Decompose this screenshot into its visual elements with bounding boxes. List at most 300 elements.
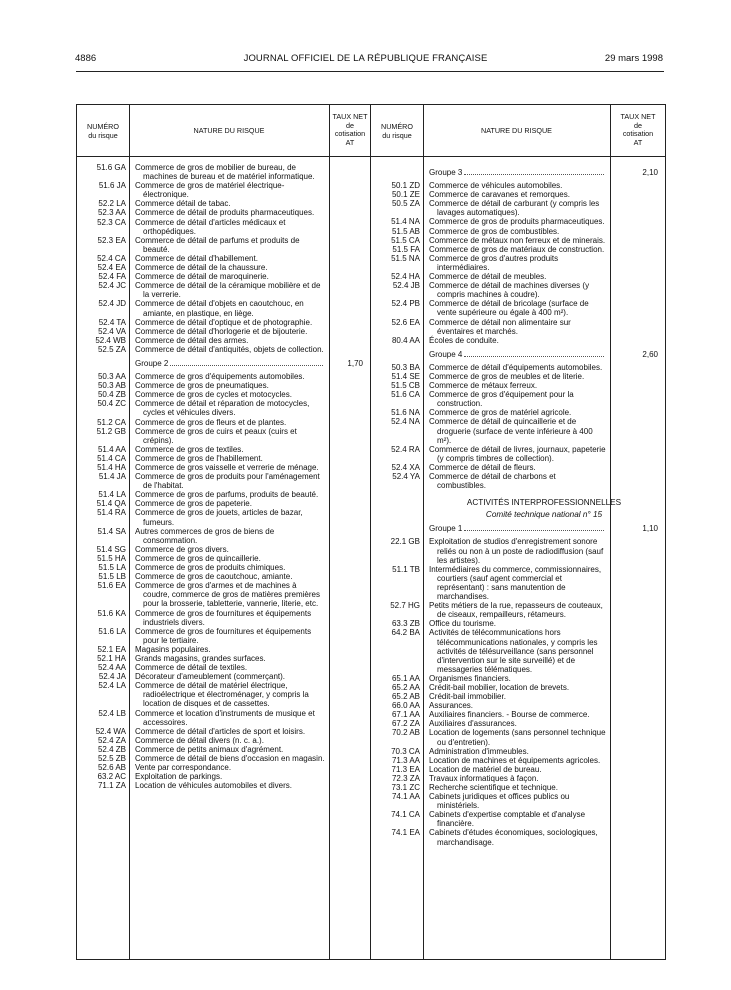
cotisation-rate [329, 545, 371, 554]
risk-description: Commerce de gros de parfums, produits de beauté. [135, 490, 319, 500]
left-rows [77, 163, 370, 790]
risk-code: 51.4 CA [97, 453, 126, 463]
table-row [77, 554, 370, 563]
dot-leader [464, 524, 604, 531]
table-row [77, 181, 370, 199]
table-row [371, 692, 665, 701]
risk-description: Cabinets d'études économiques, sociologiques, marchandisage. [429, 828, 598, 847]
risk-code: 52.4 NA [391, 417, 420, 427]
risk-description: Commerce de détail de quincaillerie et de droguerie (surface de vente inférieure à 400 m²). [429, 417, 593, 445]
risk-description: Commerce de détail des armes. [135, 335, 249, 345]
risk-code: 52.4 WA [95, 726, 126, 736]
risk-code: 52.3 EA [97, 235, 126, 245]
risk-code: 51.6 LA [98, 626, 126, 636]
table-row [77, 781, 370, 790]
risk-code: 52.4 RA [391, 444, 420, 454]
table-row [77, 254, 370, 263]
journal-title: JOURNAL OFFICIEL DE LA RÉPUBLIQUE FRANÇAISE [243, 53, 488, 64]
cotisation-rate [610, 227, 666, 236]
table-row [371, 756, 665, 765]
cotisation-rate [329, 745, 371, 754]
table-row [77, 709, 370, 727]
cotisation-rate [329, 672, 371, 681]
table-row [371, 408, 665, 417]
table-row [77, 727, 370, 736]
cotisation-rate [610, 719, 666, 728]
risk-code: 51.6 KA [97, 608, 126, 618]
risk-code: 51.4 NA [391, 217, 420, 227]
risk-description: Location de véhicules automobiles et divers. [135, 781, 292, 791]
risk-description: Commerce de détail de meubles. [429, 272, 547, 282]
table-row [77, 445, 370, 454]
table-row [77, 272, 370, 281]
risk-code: 74.1 EA [391, 828, 420, 838]
cotisation-rate [329, 772, 371, 781]
risk-description: Commerce de gros de papeterie. [135, 499, 252, 509]
risk-code: 63.3 ZB [391, 619, 420, 629]
cotisation-rate [329, 218, 371, 236]
table-row [371, 728, 665, 746]
table-row [77, 490, 370, 499]
cotisation-rate [610, 765, 666, 774]
cotisation-rate [610, 381, 666, 390]
group-label: Groupe 2 [135, 358, 169, 368]
risk-code: 52.5 ZA [97, 344, 126, 354]
risk-code: 50.3 AA [97, 372, 126, 382]
risk-description: Vente par correspondance. [135, 763, 232, 773]
risk-code: 71.3 EA [391, 764, 420, 774]
numero-subheader: du risque [382, 130, 412, 140]
risk-code: 73.1 ZC [391, 783, 420, 792]
risk-description: Décorateur d'ameublement (commerçant). [135, 672, 286, 682]
cotisation-rate [610, 181, 666, 190]
table-row [77, 736, 370, 745]
risk-code: 71.3 AA [391, 755, 420, 765]
risk-description: Commerce de gros d'équipements automobiles. [135, 372, 305, 382]
cotisation-rate [329, 709, 371, 727]
table-row [371, 810, 665, 828]
table-row [371, 710, 665, 719]
table-row [371, 783, 665, 792]
cotisation-rate [610, 272, 666, 281]
risk-description: Commerce de gros de fournitures et équipements industriels divers. [135, 608, 312, 627]
cotisation-rate [610, 318, 666, 336]
risk-code: 51.4 JA [98, 472, 126, 482]
cotisation-rate [329, 781, 371, 790]
cotisation-rate [610, 783, 666, 792]
risk-description: Commerce de détail divers (n. c. a.). [135, 735, 264, 745]
group-label: Groupe 4 [429, 349, 463, 359]
risk-code: 67.2 ZA [391, 719, 420, 729]
table-row [371, 227, 665, 236]
risk-code: 51.5 CB [391, 381, 420, 391]
risk-code: 52.1 HA [97, 653, 126, 663]
table-row [371, 537, 665, 564]
risk-code: 50.1 ZE [391, 190, 420, 200]
risk-code: 50.4 ZB [97, 390, 126, 400]
risk-code: 52.4 JB [392, 281, 420, 291]
risk-code: 51.4 QA [96, 499, 126, 509]
risk-description: Commerce de gros de produits pour l'aménagement de l'habitat. [135, 472, 320, 491]
risk-code: 52.3 CA [97, 217, 126, 227]
table-row [77, 236, 370, 254]
table-row [371, 254, 665, 272]
table-row [77, 381, 370, 390]
risk-code: 52.4 AA [97, 663, 126, 673]
risk-description: Exploitation de studios d'enregistrement sonore reliés ou non à un poste de radiodiffusion (sauf les artistes). [429, 537, 604, 565]
cotisation-rate [610, 537, 666, 564]
risk-description: Commerce de petits animaux d'agrément. [135, 744, 284, 754]
risk-description: Commerce de gros de mobilier de bureau, de machines de bureau et de matériel informatique. [135, 163, 315, 182]
cotisation-rate [610, 701, 666, 710]
table-row [371, 719, 665, 728]
risk-description: Commerce de détail de bricolage (surface de vente supérieure ou égale à 400 m²). [429, 299, 589, 318]
cotisation-rate [329, 508, 371, 526]
table-row [371, 381, 665, 390]
risk-description: Auxiliaires d'assurances. [429, 719, 517, 729]
risk-code: 52.4 TA [98, 317, 126, 327]
table-header [77, 105, 370, 157]
risk-description: Commerce de gros de produits pharmaceutiques. [429, 217, 605, 227]
risk-description: Commerce de détail non alimentaire sur éventaires et marchés. [429, 317, 571, 336]
cotisation-rate [329, 208, 371, 217]
table-row [77, 763, 370, 772]
risk-code: 67.1 AA [391, 710, 420, 720]
risk-code: 70.2 AB [391, 728, 420, 738]
risk-code: 63.2 AC [97, 772, 126, 782]
risk-code: 50.4 ZC [97, 399, 126, 409]
table-row [77, 399, 370, 417]
section-subtitle [371, 510, 665, 519]
table-row [77, 463, 370, 472]
table-row [77, 545, 370, 554]
risk-code: 52.4 LB [98, 708, 126, 718]
cotisation-rate [610, 619, 666, 628]
table-row [371, 463, 665, 472]
risk-description: Location de logements (sans personnel technique ou d'entretien). [429, 728, 606, 747]
table-row [371, 601, 665, 619]
risk-code: 52.5 ZB [97, 754, 126, 763]
numero-subheader: du risque [88, 130, 118, 140]
cotisation-rate [329, 627, 371, 645]
table-row [77, 563, 370, 572]
risk-code [77, 359, 129, 368]
risk-code: 52.3 AA [97, 208, 126, 218]
risk-description: Commerce de détail de produits pharmaceutiques. [135, 208, 315, 218]
cotisation-rate [329, 472, 371, 490]
cotisation-rate [329, 663, 371, 672]
risk-description: Commerce de détail de parfums et produits de beauté. [135, 235, 300, 254]
table-row [77, 336, 370, 345]
section-subtitle-text: Comité technique national n° 15 [485, 510, 603, 520]
risk-description: Commerce de détail de biens d'occasion en magasin. [135, 754, 325, 763]
table-row [371, 565, 665, 601]
risk-description: Écoles de conduite. [429, 335, 499, 345]
table-row [77, 345, 370, 354]
risk-code: 51.6 NA [391, 408, 420, 418]
table-row [77, 645, 370, 654]
risk-code: 51.2 CA [97, 417, 126, 427]
risk-description: Commerce de détail de machines diverses (y compris machines à coudre). [429, 281, 590, 300]
risk-code: 51.1 TB [392, 564, 420, 574]
taux-subheader: de [346, 120, 354, 130]
cotisation-rate [610, 217, 666, 226]
risk-code: 52.4 PB [391, 299, 420, 309]
table-row [77, 199, 370, 208]
table-row [371, 272, 665, 281]
cotisation-rate [610, 190, 666, 199]
taux-subheader: AT [345, 137, 355, 147]
cotisation-rate [610, 674, 666, 683]
cotisation-rate [329, 281, 371, 299]
risk-description: Commerce de gros de meubles et de literie. [429, 371, 585, 381]
risk-description: Commerce de gros de textiles. [135, 444, 244, 454]
table-row [77, 627, 370, 645]
risk-code: 52.4 CA [97, 253, 126, 263]
cotisation-rate [329, 754, 371, 763]
risk-description: Commerce de métaux ferreux. [429, 381, 538, 391]
risk-code [371, 350, 423, 359]
table-row [77, 208, 370, 217]
cotisation-rate [329, 199, 371, 208]
cotisation-rate [329, 254, 371, 263]
risk-description: Commerce de gros de caoutchouc, amiante. [135, 572, 293, 582]
risk-description: Commerce de gros de fournitures et équipements pour le tertiaire. [135, 626, 312, 645]
risk-code: 65.2 AA [391, 682, 420, 692]
risk-code: 50.3 BA [391, 362, 420, 372]
risk-description: Crédit-bail mobilier, location de brevets. [429, 682, 570, 692]
section-title-text: ACTIVITÉS INTERPROFESSIONNELLES [466, 498, 622, 508]
table-row [371, 281, 665, 299]
group-label: Groupe 1 [429, 524, 463, 534]
risk-code: 51.6 CA [391, 390, 420, 400]
cotisation-rate [329, 445, 371, 454]
risk-code: 52.2 LA [98, 199, 126, 209]
table-row [77, 672, 370, 681]
cotisation-rate [329, 527, 371, 545]
cotisation-rate [610, 810, 666, 828]
risk-code: 50.5 ZA [391, 199, 420, 209]
left-table [76, 104, 371, 960]
risk-code: 50.3 AB [97, 381, 126, 391]
taux-subheader: AT [633, 137, 643, 147]
cotisation-rate [329, 181, 371, 199]
cotisation-rate [329, 418, 371, 427]
right-rows [371, 163, 665, 847]
taux-subheader: de [634, 120, 642, 130]
table-row [77, 572, 370, 581]
cotisation-rate [329, 681, 371, 708]
risk-code: 51.5 FA [392, 244, 420, 254]
numero-header: NUMÉRO [381, 122, 413, 131]
table-row [371, 445, 665, 463]
table-row [77, 263, 370, 272]
risk-code: 51.4 SE [391, 371, 420, 381]
risk-code: 51.6 JA [98, 181, 126, 191]
cotisation-rate [329, 609, 371, 627]
risk-code: 52.4 YA [392, 472, 420, 481]
risk-code: 52.6 AB [97, 763, 126, 773]
cotisation-rate [329, 736, 371, 745]
risk-description: Commerce de gros de fleurs et de plantes. [135, 417, 287, 427]
risk-description: Petits métiers de la rue, repasseurs de couteaux, de ciseaux, rempailleurs, rétameurs. [429, 601, 603, 620]
group-row [371, 350, 665, 359]
risk-description: Intermédiaires du commerce, commissionnaires, courtiers (sauf agent commercial et représentant) : sans manutention de marchandises. [429, 564, 602, 602]
risk-code: 52.4 ZA [97, 735, 126, 745]
group-label: Groupe 3 [429, 168, 463, 177]
table-row [77, 754, 370, 763]
table-row [77, 581, 370, 608]
risk-description: Commerce de gros de combustibles. [429, 226, 560, 236]
cotisation-rate [610, 236, 666, 245]
table-row [371, 181, 665, 190]
risk-description: Commerce de gros de produits chimiques. [135, 563, 286, 573]
risk-code: 52.4 XA [391, 462, 420, 472]
risk-description: Commerce de détail d'articles de sport et loisirs. [135, 726, 306, 736]
table-row [371, 765, 665, 774]
risk-code: 51.4 AA [97, 444, 126, 454]
cotisation-rate [610, 565, 666, 601]
cotisation-rate [329, 727, 371, 736]
risk-code: 51.5 LB [98, 572, 126, 582]
table-row [371, 217, 665, 226]
risk-description: Commerce de détail de la céramique mobilière et de la verrerie. [135, 281, 321, 300]
risk-description: Commerce de gros de jouets, articles de bazar, fumeurs. [135, 508, 303, 527]
risk-code: 74.1 AA [391, 792, 420, 802]
group-cell [423, 524, 610, 533]
cotisation-rate [329, 263, 371, 272]
cotisation-rate [329, 563, 371, 572]
cotisation-rate: 2,60 [642, 349, 658, 359]
cotisation-rate [329, 427, 371, 445]
risk-code: 66.0 AA [391, 701, 420, 711]
risk-description: Commerce de gros vaisselle et verrerie de ménage. [135, 463, 319, 472]
table-row [371, 245, 665, 254]
table-row [77, 454, 370, 463]
cotisation-rate [610, 336, 666, 345]
cotisation-rate [610, 756, 666, 765]
table-row [371, 372, 665, 381]
cotisation-rate [610, 417, 666, 444]
cotisation-rate [329, 327, 371, 336]
risk-description: Commerce de gros d'autres produits intermédiaires. [429, 253, 559, 272]
risk-code: 51.2 GB [96, 426, 126, 436]
cotisation-rate [329, 345, 371, 354]
risk-description: Commerce de gros de matériel agricole. [429, 408, 572, 418]
risk-description: Commerce de véhicules automobiles. [429, 181, 563, 191]
cotisation-rate [329, 336, 371, 345]
cotisation-rate [329, 236, 371, 254]
risk-description: Commerce de détail de maroquinerie. [135, 272, 269, 282]
risk-description: Magasins populaires. [135, 644, 211, 654]
risk-description: Cabinets juridiques et offices publics ou ministériels. [429, 792, 570, 811]
cotisation-rate [610, 281, 666, 299]
cotisation-rate [329, 381, 371, 390]
risk-description: Commerce de détail d'équipements automobiles. [429, 362, 603, 372]
cotisation-rate [610, 463, 666, 472]
cotisation-rate [329, 645, 371, 654]
risk-code [371, 524, 423, 533]
risk-code: 52.1 EA [97, 644, 126, 654]
cotisation-rate [329, 463, 371, 472]
risk-description: Commerce de gros de pneumatiques. [135, 381, 269, 391]
taux-header: TAUX NET [332, 112, 368, 121]
risk-description: Commerce de détail de la chaussure. [135, 263, 268, 273]
risk-description: Commerce détail de tabac. [135, 199, 231, 209]
nature-header: NATURE DU RISQUE [193, 126, 265, 135]
risk-code: 51.5 LA [98, 563, 126, 573]
risk-description: Commerce de détail d'articles médicaux et orthopédiques. [135, 217, 286, 236]
cotisation-rate [329, 399, 371, 417]
cotisation-rate [610, 728, 666, 746]
risk-code: 52.6 EA [391, 317, 420, 327]
risk-description: Commerce de métaux non ferreux et de minerais. [429, 235, 606, 245]
cotisation-rate [329, 499, 371, 508]
risk-description: Crédit-bail immobilier. [429, 692, 506, 702]
cotisation-rate [610, 408, 666, 417]
risk-description: Organismes financiers. [429, 673, 511, 683]
table-row [371, 674, 665, 683]
risk-description: Assurances. [429, 701, 474, 711]
cotisation-rate [610, 472, 666, 490]
cotisation-rate [610, 390, 666, 408]
cotisation-rate [329, 163, 371, 181]
risk-description: Commerce de détail d'habillement. [135, 253, 258, 263]
cotisation-rate [329, 654, 371, 663]
cotisation-rate [329, 763, 371, 772]
cotisation-rate [610, 299, 666, 317]
risk-code: 51.4 SG [96, 544, 126, 554]
cotisation-rate [329, 372, 371, 381]
table-row [371, 628, 665, 673]
risk-description: Commerce de gros de cycles et motocycles. [135, 390, 292, 400]
risk-code: 51.5 HA [97, 553, 126, 563]
cotisation-rate [610, 828, 666, 846]
risk-description: Recherche scientifique et technique. [429, 783, 558, 792]
risk-code: 74.1 CA [391, 810, 420, 820]
risk-code: 70.3 CA [391, 746, 420, 756]
group-row [77, 359, 370, 368]
table-row [77, 318, 370, 327]
right-table [370, 104, 666, 960]
cotisation-rate [329, 390, 371, 399]
cotisation-rate [610, 792, 666, 810]
cotisation-rate: 2,10 [642, 168, 658, 177]
risk-description: Location de matériel de bureau. [429, 764, 542, 774]
risk-code: 71.1 ZA [97, 781, 126, 791]
risk-code: 65.2 AB [391, 692, 420, 702]
group-row [371, 524, 665, 533]
taux-header: TAUX NET [620, 112, 656, 121]
risk-code: 50.1 ZD [391, 181, 420, 191]
table-row [371, 792, 665, 810]
risk-code [371, 168, 423, 177]
table-row [371, 390, 665, 408]
cotisation-rate [610, 445, 666, 463]
cotisation-rate [610, 683, 666, 692]
cotisation-rate: 1,10 [642, 524, 658, 534]
group-row [371, 168, 665, 177]
risk-description: Commerce de détail de charbons et combustibles. [429, 472, 556, 491]
risk-code: 22.1 GB [390, 537, 420, 547]
table-row [77, 609, 370, 627]
group-cell [423, 350, 610, 359]
risk-code: 52.4 VA [98, 326, 126, 336]
risk-code: 51.4 LA [98, 490, 126, 500]
risk-description: Commerce de gros d'équipement pour la construction. [429, 390, 574, 409]
risk-description: Commerce de détail de fleurs. [429, 462, 536, 472]
table-row [371, 363, 665, 372]
